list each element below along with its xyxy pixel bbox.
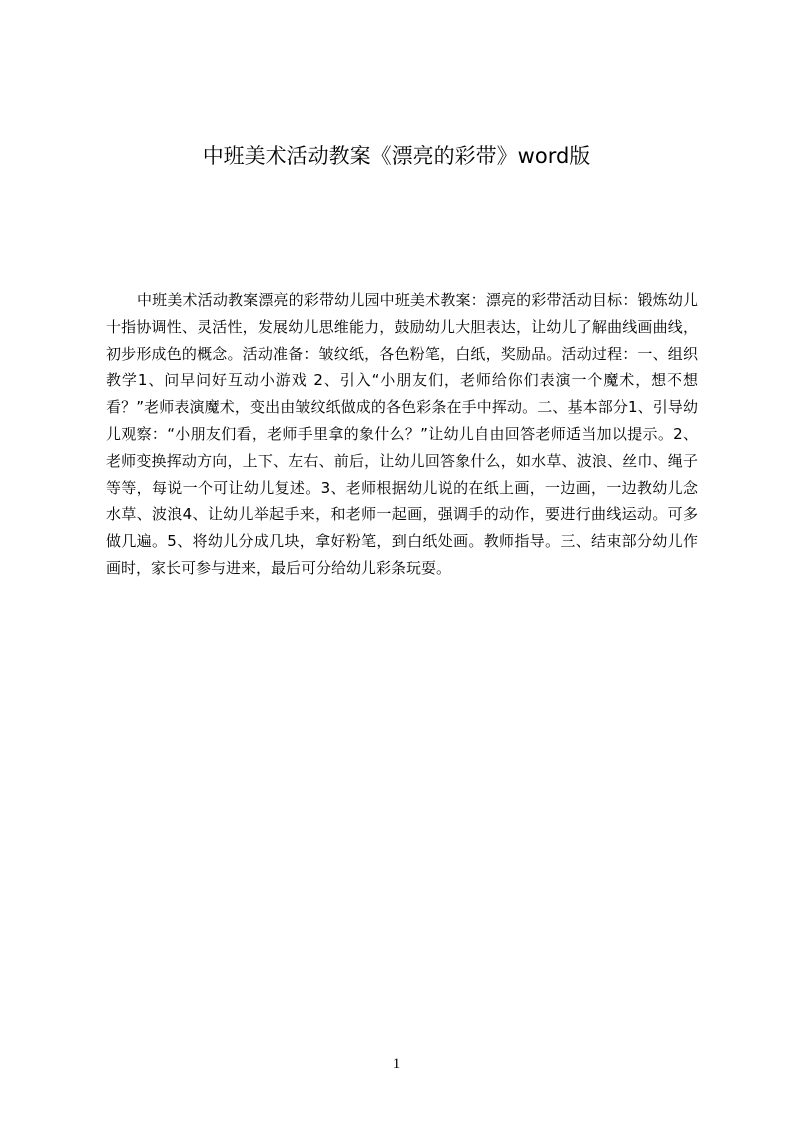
page-number: 1 (392, 1056, 401, 1072)
document-title: 中班美术活动教案《漂亮的彩带》word版 (202, 144, 591, 168)
document-body-paragraph: 中班美术活动教案漂亮的彩带幼儿园中班美术教案：漂亮的彩带活动目标：锻炼幼儿十指协调性、灵活性，发展幼儿思维能力，鼓励幼儿大胆表达，让幼儿了解曲线画曲线，初步形成色的概念。活动准备：皱纹纸，各色粉笔，白纸，奖励品。活动过程：一、组织教学1、问早问好互动小游戏 2、引入“小朋友们，老师给你们表演一个魔术，想不想看？”老师表演魔术，变出由皱纹纸做成的各色彩条在手中挥动。二、基本部分1、引导幼儿观察：“小朋友们看，老师手里拿的象什么？”让幼儿自由回答老师适当加以提示。2、老师变换挥动方向，上下、左右、前后，让幼儿回答象什么，如水草、波浪、丝巾、绳子等等，每说一个可让幼儿复述。3、老师根据幼儿说的在纸上画，一边画，一边教幼儿念水草、波浪4、让幼儿举起手来，和老师一起画，强调手的动作，要进行曲线运动。可多做几遍。5、将幼儿分成几块，拿好粉笔，到白纸处画。教师指导。三、结束部分幼儿作画时，家长可参与进来，最后可分给幼儿彩条玩耍。 (106, 291, 698, 577)
